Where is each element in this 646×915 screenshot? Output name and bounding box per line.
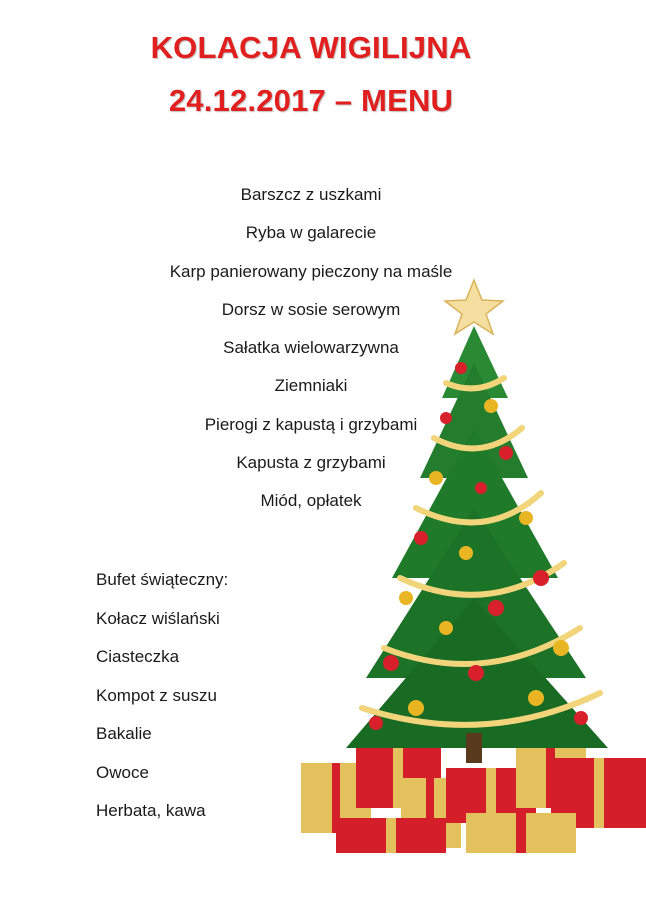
menu-item: Karp panierowany pieczony na maśle xyxy=(169,261,453,281)
buffet-item: Owoce xyxy=(96,762,149,782)
page-title: KOLACJA WIGILIJNA xyxy=(150,30,472,65)
buffet-item: Ciasteczka xyxy=(96,647,180,666)
menu-item: Sałatka wielowarzywna xyxy=(223,338,399,358)
menu-item: Pierogi z kapustą i grzybami xyxy=(204,414,418,434)
gift-boxes xyxy=(301,748,646,853)
menu-item: Ryba w galarecie xyxy=(245,223,377,243)
menu-item: Barszcz z uszkami xyxy=(240,185,382,204)
menu-item: Dorsz w sosie serowym xyxy=(221,299,401,319)
menu-list xyxy=(0,182,622,527)
buffet-heading: Bufet świąteczny: xyxy=(96,570,229,589)
menu-item: Ziemniaki xyxy=(274,376,348,396)
buffet-item: Herbata, kawa xyxy=(96,801,206,820)
buffet-list xyxy=(96,567,228,837)
buffet-item: Kołacz wiślański xyxy=(96,608,220,628)
menu-item: Kapusta z grzybami xyxy=(236,453,386,473)
menu-item: Miód, opłatek xyxy=(260,491,362,511)
page-subtitle: 24.12.2017 – MENU xyxy=(168,83,454,118)
buffet-item: Kompot z suszu xyxy=(96,685,217,705)
buffet-item: Bakalie xyxy=(96,724,152,743)
